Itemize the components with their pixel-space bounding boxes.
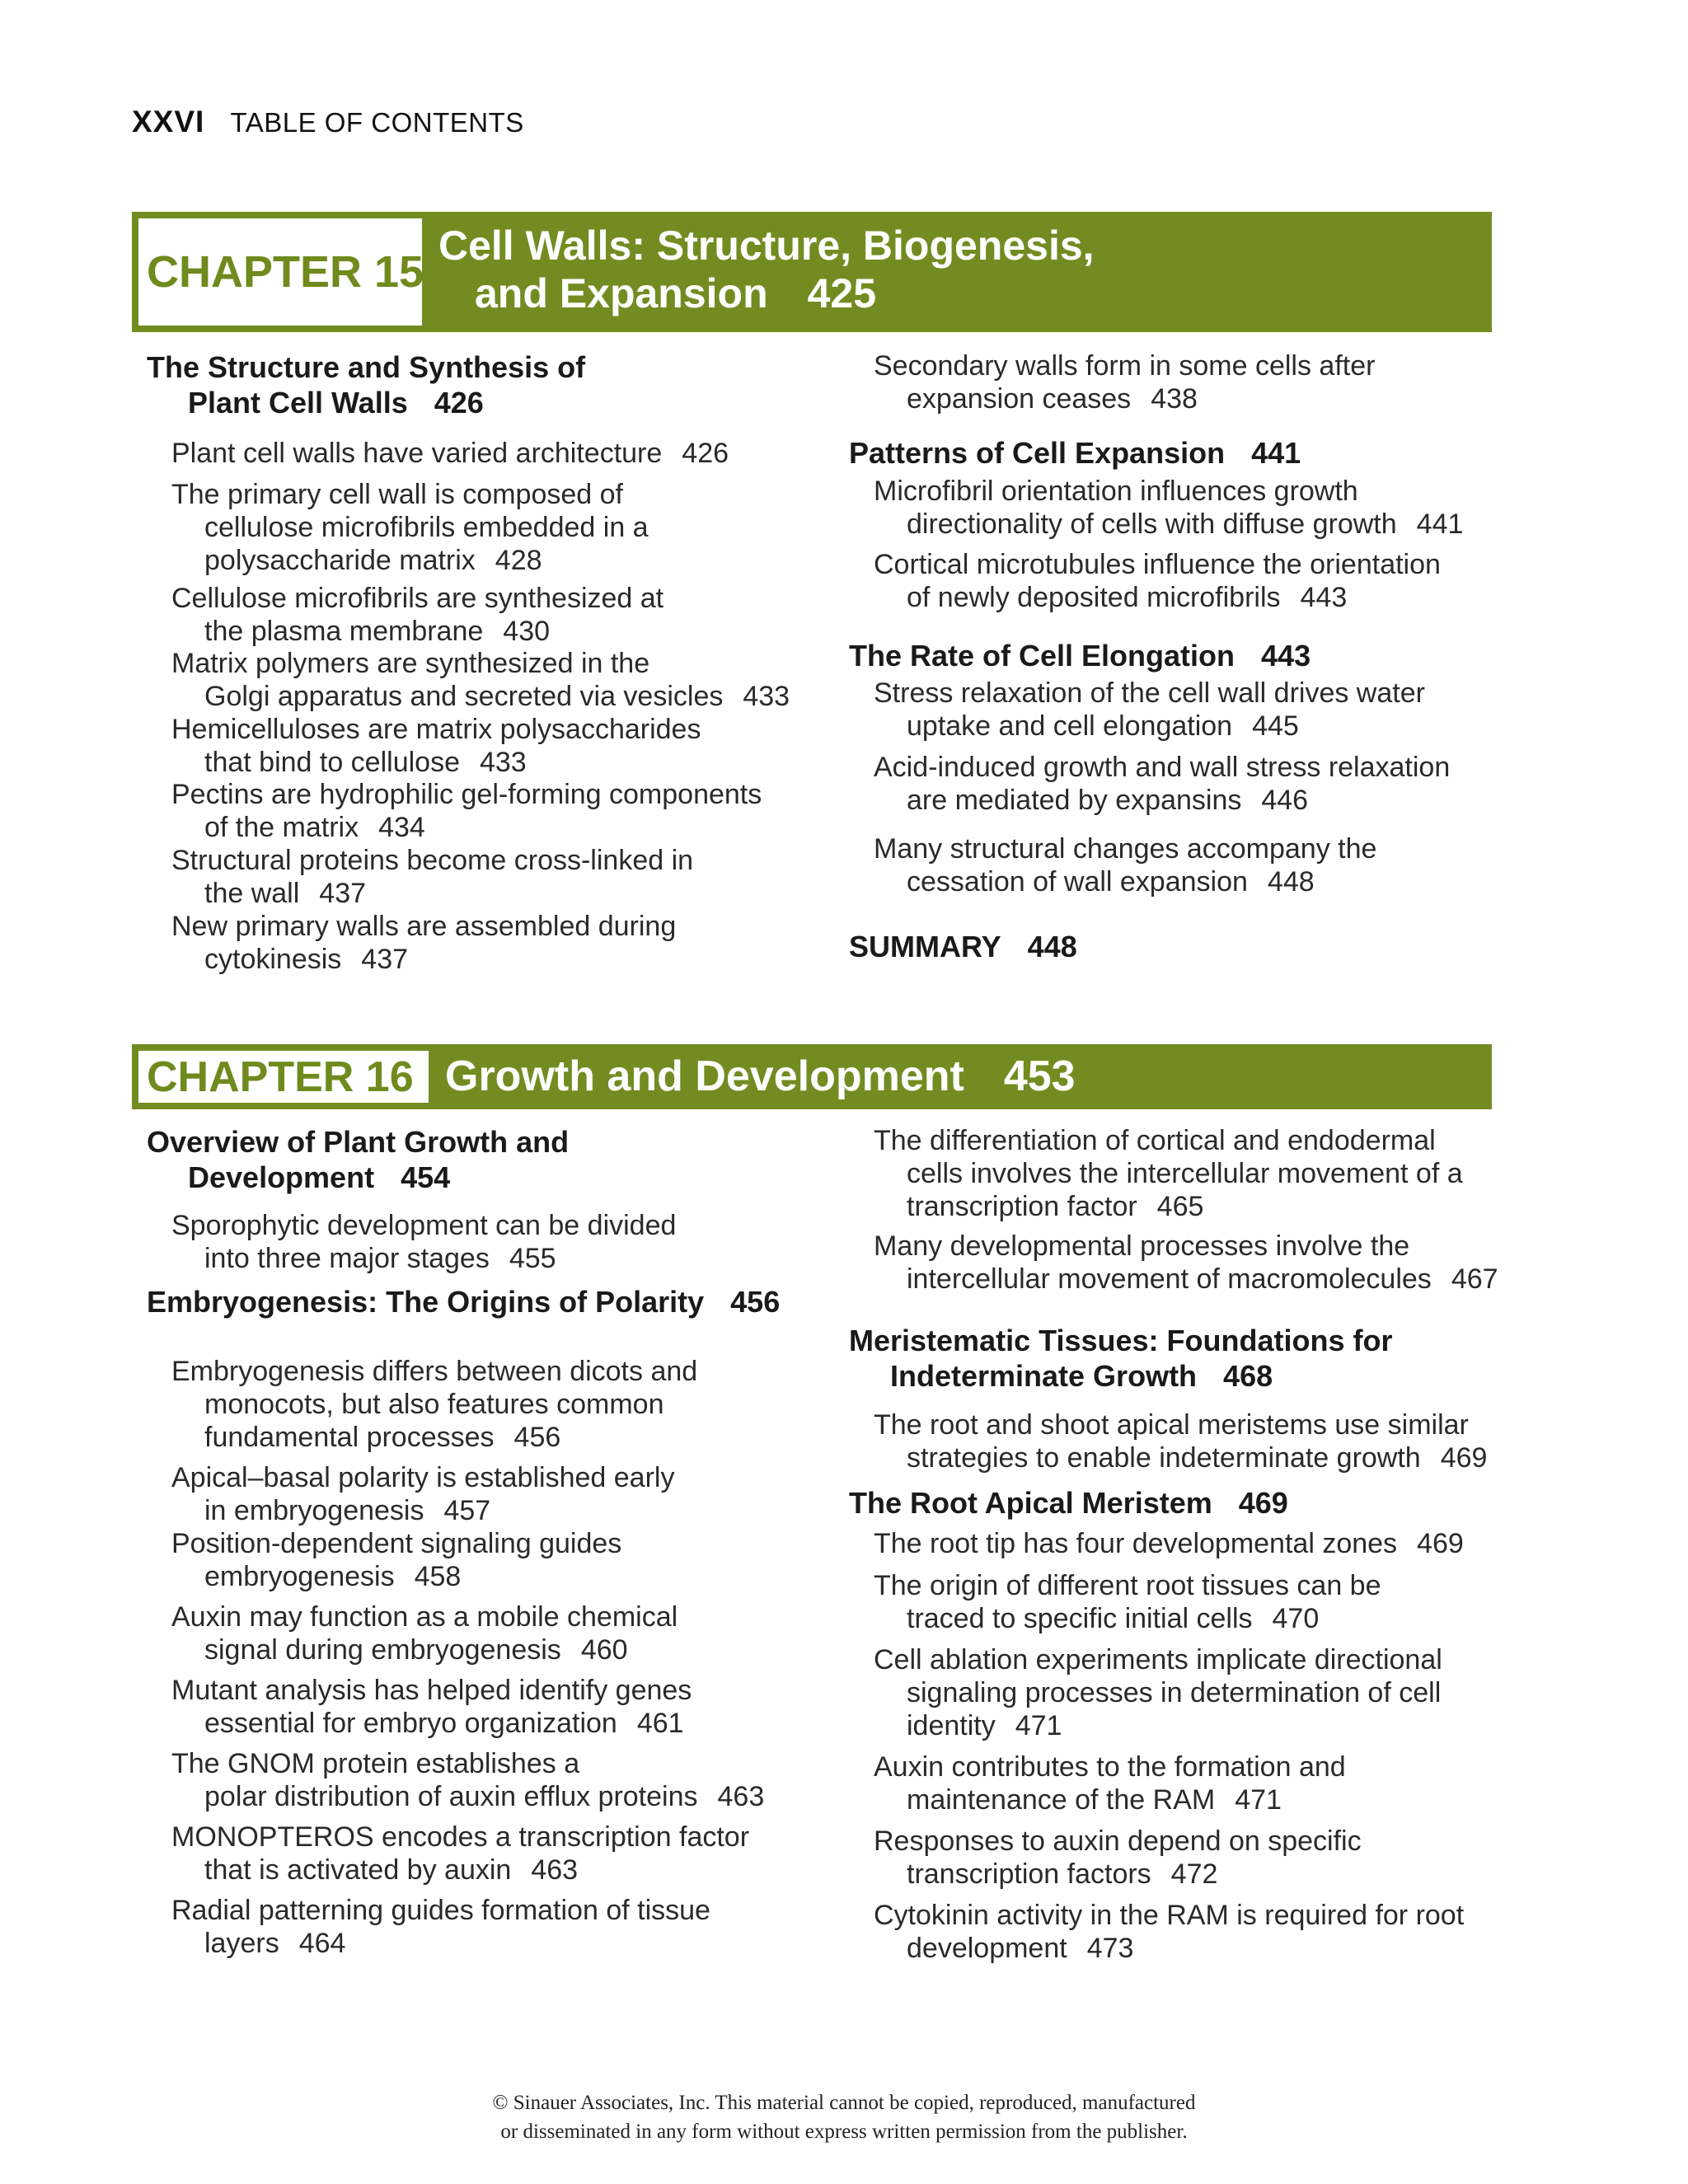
toc-section-heading [147, 1284, 847, 1319]
toc-page-number: 434 [378, 812, 425, 843]
toc-entry-text: Cellulose microfibrils are synthesized at [171, 583, 664, 614]
toc-entry-text: traced to specific initial cells [907, 1603, 1253, 1634]
toc-entry [849, 1643, 1566, 1742]
toc-page-number: 448 [1267, 866, 1315, 898]
toc-entry-text: of the matrix [204, 812, 359, 843]
toc-entry [147, 1209, 864, 1275]
toc-section-heading [849, 1323, 1550, 1394]
copyright-notice [0, 2088, 1688, 2146]
section-title: TABLE OF CONTENTS [230, 107, 524, 138]
toc-entry-text: The origin of different root tissues can be [874, 1570, 1381, 1601]
toc-entry [147, 1747, 864, 1813]
toc-entry-text: development [907, 1933, 1067, 1964]
toc-entry-text: The root and shoot apical meristems use similar [874, 1409, 1469, 1441]
toc-entry-text: Indeterminate Growth [890, 1359, 1198, 1393]
toc-entry-text: The differentiation of cortical and endodermal [874, 1125, 1436, 1156]
toc-page-number: 456 [513, 1422, 561, 1453]
toc-page-number: 470 [1272, 1603, 1320, 1634]
toc-entry-text: Responses to auxin depend on specific [874, 1825, 1362, 1857]
toc-entry [849, 475, 1566, 541]
chapter-16-header [132, 1044, 1492, 1109]
toc-entry [147, 910, 864, 976]
toc-page-number: 437 [319, 878, 367, 909]
toc-entry-text: Position-dependent signaling guides [171, 1528, 622, 1559]
toc-entry [147, 1461, 864, 1527]
toc-page-number: 469 [1440, 1442, 1488, 1474]
toc-entry-text: Cell ablation experiments implicate directional [874, 1644, 1442, 1675]
toc-entry [147, 1821, 864, 1886]
toc-entry-text: Golgi apparatus and secreted via vesicles [204, 681, 724, 712]
toc-entry [849, 548, 1566, 614]
chapter-16-title-text: Growth and Development [445, 1052, 964, 1100]
toc-entry [147, 1355, 864, 1454]
toc-page-number: 455 [509, 1243, 556, 1274]
toc-entry-text: uptake and cell elongation [907, 710, 1233, 742]
copyright-line-2: or disseminated in any form without express written permission from the publisher. [500, 2121, 1188, 2143]
toc-entry [849, 677, 1566, 743]
toc-page-number: 433 [479, 747, 527, 778]
toc-entry-text: The Structure and Synthesis of [147, 350, 586, 384]
toc-entry-text: intercellular movement of macromolecules [907, 1263, 1432, 1295]
toc-entry-text: Hemicelluloses are matrix polysaccharides [171, 714, 701, 745]
toc-page-number: 467 [1451, 1263, 1498, 1295]
toc-entry [849, 1569, 1566, 1635]
toc-entry-text: signal during embryogenesis [204, 1634, 561, 1666]
toc-entry-text: Auxin contributes to the formation and [874, 1751, 1346, 1783]
toc-page-number: 458 [414, 1561, 462, 1592]
toc-entry [147, 582, 864, 648]
toc-page-number: 460 [580, 1634, 628, 1666]
toc-entry-text: that bind to cellulose [204, 747, 460, 778]
chapter-15-title-line1: Cell Walls: Structure, Biogenesis, [438, 223, 1095, 269]
toc-entry [849, 1124, 1566, 1223]
toc-section-heading [849, 638, 1550, 673]
toc-entry-text: Plant Cell Walls [188, 386, 408, 419]
toc-entry-text: Patterns of Cell Expansion [849, 436, 1226, 470]
toc-entry [147, 647, 864, 713]
toc-page-number: 426 [434, 386, 484, 419]
toc-entry-text: the wall [204, 878, 300, 909]
toc-entry-text: monocots, but also features common [204, 1389, 664, 1420]
toc-entry-text: Plant cell walls have varied architecture [171, 438, 663, 469]
toc-entry-text: Sporophytic development can be divided [171, 1210, 677, 1241]
toc-entry-text: polar distribution of auxin efflux proteins [204, 1781, 698, 1812]
toc-entry-text: that is activated by auxin [204, 1854, 512, 1886]
toc-entry-text: fundamental processes [204, 1422, 495, 1453]
toc-entry-text: transcription factor [907, 1191, 1137, 1222]
chapter-15-page: 425 [807, 270, 877, 316]
toc-section-heading [147, 349, 847, 420]
toc-section-heading [849, 1485, 1550, 1521]
toc-page-number: 471 [1235, 1784, 1282, 1816]
toc-entry-text: Acid-induced growth and wall stress relaxation [874, 752, 1451, 783]
toc-entry-text: Apical–basal polarity is established early [171, 1462, 675, 1493]
running-head [132, 105, 524, 139]
toc-entry [849, 751, 1566, 817]
toc-entry-text: expansion ceases [907, 383, 1132, 415]
toc-entry-text: cells involves the intercellular movement of a [907, 1158, 1463, 1189]
toc-page-number: 443 [1300, 582, 1348, 613]
toc-entry-text: maintenance of the RAM [907, 1784, 1216, 1816]
toc-page-number: 446 [1261, 785, 1309, 816]
toc-page-number: 472 [1170, 1858, 1218, 1890]
toc-entry [849, 1899, 1566, 1965]
toc-section-heading [849, 435, 1550, 471]
toc-entry-text: The GNOM protein establishes a [171, 1748, 580, 1779]
toc-entry-text: The root tip has four developmental zones [874, 1528, 1398, 1559]
toc-page-number: 454 [401, 1160, 451, 1194]
toc-entry [849, 1825, 1566, 1891]
toc-page-number: 469 [1238, 1486, 1288, 1520]
toc-page-number: 473 [1086, 1933, 1134, 1964]
toc-entry-text: Structural proteins become cross-linked in [171, 845, 694, 876]
toc-entry-text: essential for embryo organization [204, 1708, 617, 1739]
toc-entry-text: in embryogenesis [204, 1495, 424, 1526]
toc-entry-text: MONOPTEROS encodes a transcription factor [171, 1821, 750, 1853]
toc-entry [147, 1527, 864, 1593]
toc-entry-text: Development [188, 1160, 375, 1194]
toc-entry-text: Overview of Plant Growth and [147, 1125, 570, 1159]
toc-entry [849, 1527, 1566, 1560]
chapter-16-title [445, 1052, 1076, 1100]
toc-page-number: 441 [1416, 509, 1464, 540]
toc-entry-text: cellulose microfibrils embedded in a [204, 512, 649, 543]
chapter-15-title-line2: and Expansion [475, 270, 768, 316]
toc-entry-text: The primary cell wall is composed of [171, 479, 623, 510]
toc-entry-text: layers [204, 1928, 279, 1959]
toc-entry [147, 1894, 864, 1960]
toc-entry-text: Auxin may function as a mobile chemical [171, 1601, 678, 1633]
toc-entry-text: Mutant analysis has helped identify genes [171, 1675, 692, 1706]
toc-page-number: 468 [1223, 1359, 1273, 1393]
toc-entry [849, 1408, 1566, 1474]
toc-page-number: 433 [743, 681, 790, 712]
toc-page-number: 471 [1015, 1710, 1062, 1741]
toc-entry-text: Cortical microtubules influence the orientation [874, 549, 1441, 580]
toc-page-number: 463 [717, 1781, 765, 1812]
toc-entry-text: Embryogenesis differs between dicots and [171, 1356, 698, 1387]
toc-entry-text: of newly deposited microfibrils [907, 582, 1281, 613]
toc-entry-text: signaling processes in determination of cell [907, 1677, 1442, 1708]
toc-entry-text: Many structural changes accompany the [874, 833, 1377, 865]
toc-entry [147, 778, 864, 844]
toc-page-number: 464 [298, 1928, 346, 1959]
chapter-16-page: 453 [1003, 1052, 1076, 1100]
toc-page-number: 438 [1151, 383, 1198, 415]
toc-section-heading [849, 929, 1550, 964]
toc-entry [147, 713, 864, 779]
toc-page-number: 430 [503, 616, 551, 647]
copyright-line-1: © Sinauer Associates, Inc. This material cannot be copied, reproduced, manufactured [492, 2092, 1196, 2114]
toc-page-number: 456 [730, 1285, 781, 1319]
toc-entry [147, 1674, 864, 1740]
toc-section-heading [147, 1124, 847, 1195]
toc-page-number: 441 [1251, 436, 1301, 470]
toc-entry [849, 1230, 1566, 1296]
chapter-15-title [438, 222, 1095, 317]
toc-entry-text: are mediated by expansins [907, 785, 1242, 816]
toc-entry-text: cytokinesis [204, 944, 342, 975]
toc-entry [849, 832, 1566, 898]
toc-page-number: 437 [361, 944, 409, 975]
toc-page-number: 426 [682, 438, 729, 469]
toc-entry [849, 1750, 1566, 1816]
toc-entry-text: the plasma membrane [204, 616, 484, 647]
toc-entry-text: cessation of wall expansion [907, 866, 1248, 898]
toc-page-number: 445 [1252, 710, 1299, 742]
toc-entry-text: Stress relaxation of the cell wall drives water [874, 677, 1425, 709]
toc-entry-text: identity [907, 1710, 996, 1741]
toc-entry-text: The Rate of Cell Elongation [849, 639, 1236, 673]
toc-entry-text: polysaccharide matrix [204, 545, 476, 576]
chapter-15-label: CHAPTER 15 [138, 218, 422, 326]
toc-page-number: 443 [1261, 639, 1311, 673]
toc-entry-text: Embryogenesis: The Origins of Polarity [147, 1285, 705, 1319]
toc-page-number: 457 [443, 1495, 491, 1526]
toc-page-number: 463 [531, 1854, 579, 1886]
toc-entry-text: Many developmental processes involve the [874, 1230, 1410, 1262]
toc-page-number: 428 [495, 545, 542, 576]
toc-page-number: 461 [636, 1708, 684, 1739]
toc-entry-text: embryogenesis [204, 1561, 395, 1592]
toc-entry-text: Matrix polymers are synthesized in the [171, 648, 650, 679]
toc-entry-text: Radial patterning guides formation of tissue [171, 1895, 710, 1926]
toc-entry-text: directionality of cells with diffuse growth [907, 509, 1397, 540]
toc-entry-text: Pectins are hydrophilic gel-forming components [171, 779, 762, 810]
toc-entry [147, 437, 864, 470]
toc-page-number: 469 [1417, 1528, 1464, 1559]
toc-entry-text: Secondary walls form in some cells after [874, 350, 1376, 382]
toc-entry-text: The Root Apical Meristem [849, 1486, 1212, 1520]
toc-entry-text: transcription factors [907, 1858, 1151, 1890]
toc-entry [147, 844, 864, 910]
toc-entry-text: Meristematic Tissues: Foundations for [849, 1324, 1393, 1357]
toc-entry-text: New primary walls are assembled during [171, 911, 677, 942]
toc-entry [147, 1601, 864, 1666]
toc-entry-text: strategies to enable indeterminate growth [907, 1442, 1421, 1474]
toc-entry-text: into three major stages [204, 1243, 490, 1274]
toc-page-number: 448 [1027, 930, 1077, 963]
toc-entry-text: SUMMARY [849, 930, 1001, 963]
page-number: XXVI [132, 105, 205, 138]
toc-entry-text: Microfibril orientation influences growth [874, 476, 1358, 507]
toc-entry-text: Cytokinin activity in the RAM is required for root [874, 1900, 1465, 1931]
toc-entry [147, 478, 864, 577]
toc-entry [849, 349, 1566, 415]
toc-page-number: 465 [1156, 1191, 1204, 1222]
chapter-16-label: CHAPTER 16 [138, 1051, 429, 1103]
chapter-15-header [132, 212, 1492, 332]
